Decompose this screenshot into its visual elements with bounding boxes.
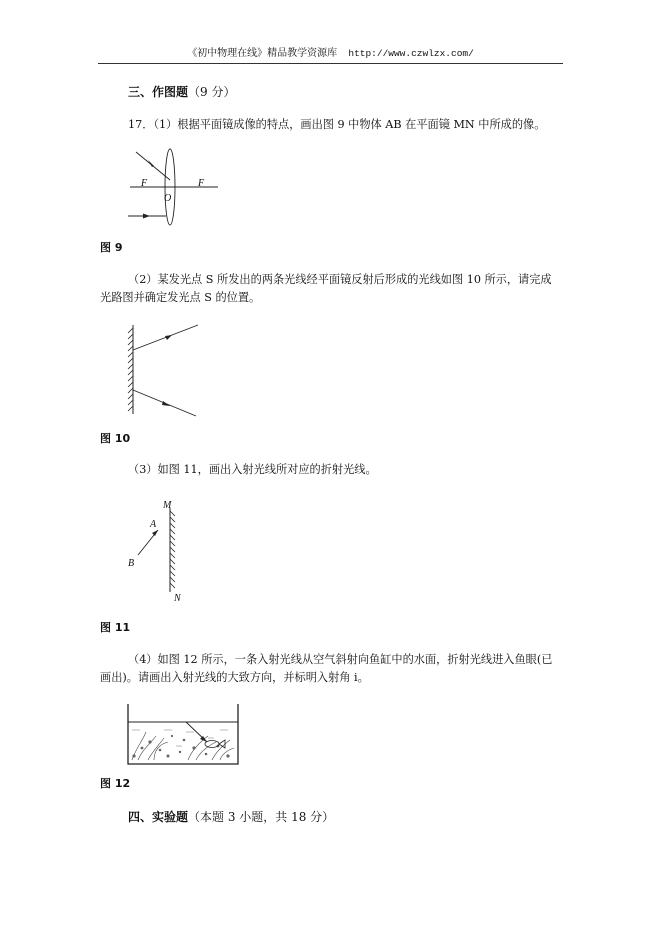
page-header (98, 47, 563, 64)
mirror-hatching (128, 328, 133, 411)
question-17-2-line-2: 光路图并确定发光点 S 的位置。 (100, 291, 261, 304)
figure-10-caption: 图 10 (100, 432, 131, 445)
section-4-note: （本题 3 小题，共 18 分） (188, 810, 335, 824)
point-a-label: A (150, 519, 157, 530)
question-17-4-line-1: （4）如图 12 所示，一条入射光线从空气斜射向鱼缸中的水面，折射光线进入鱼眼(已 (128, 653, 553, 666)
ray-2-arrow (143, 214, 150, 219)
point-n-label: N (174, 593, 181, 604)
section-4-title (128, 808, 334, 825)
point-b-label: B (128, 558, 135, 569)
question-17-1: 17．（1）根据平面镜成像的特点，画出图 9 中物体 AB 在平面镜 MN 中所成的像。 (128, 118, 546, 131)
figure-12-caption: 图 12 (100, 777, 131, 790)
ray-ab-arrow (152, 530, 158, 536)
ray-1-arrow (148, 160, 154, 167)
optical-center-label: O (164, 193, 172, 204)
section-3-title (128, 83, 235, 100)
figure-11-mirror-diagram (124, 498, 194, 606)
header-title: 《初中物理在线》精品教学资源库 (187, 48, 338, 59)
water-ripples (132, 730, 228, 746)
section-3-note: （9 分） (188, 85, 236, 99)
reflected-ray-2-arrow (162, 401, 170, 406)
figure-9-lens-diagram (126, 146, 226, 232)
reflected-ray-1-arrow (165, 335, 172, 340)
mirror-mn-hatching (170, 511, 175, 588)
section-3-heading: 三、作图题 (128, 85, 189, 99)
header-url: http://www.czwlzx.com/ (348, 48, 474, 59)
fish-tank-outline (128, 704, 238, 764)
figure-9-caption: 图 9 (100, 241, 123, 254)
figure-10-mirror-diagram (124, 322, 204, 418)
question-17-2-line-1: （2）某发光点 S 所发出的两条光线经平面镜反射后形成的光线如图 10 所示，请完成 (128, 273, 552, 286)
figure-12-fish-tank-diagram (124, 702, 244, 768)
point-m-label: M (163, 500, 172, 511)
focus-left-label: F (141, 178, 148, 189)
question-17-4-line-2: 画出)。请画出入射光线的大致方向，并标明入射角 i。 (100, 671, 369, 684)
reflected-ray-1 (133, 325, 198, 350)
question-17-3: （3）如图 11，画出入射光线所对应的折射光线。 (128, 463, 377, 476)
figure-11-caption: 图 11 (100, 621, 131, 634)
section-4-heading: 四、实验题 (128, 810, 189, 824)
focus-right-label: F (198, 178, 205, 189)
